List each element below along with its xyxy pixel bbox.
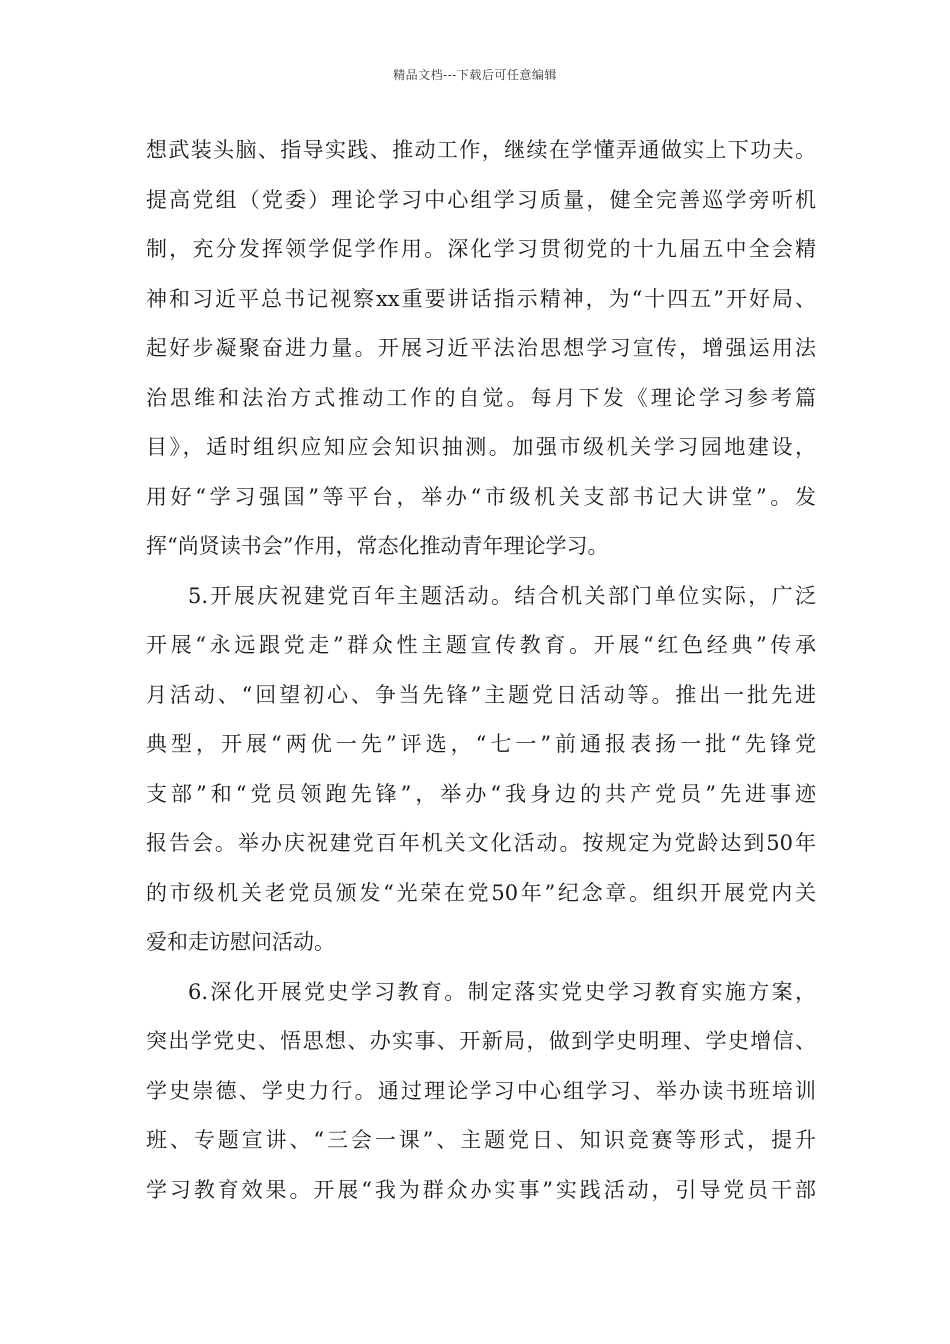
text-line: 突出学党史、悟思想、办实事、开新局，做到学史明理、学史增信、 <box>146 1029 816 1053</box>
text-line: 制，充分发挥领学促学作用。深化学习贯彻党的十九届五中全会精 <box>146 237 816 261</box>
text-line: 5.开展庆祝建党百年主题活动。结合机关部门单位实际，广泛 <box>188 583 816 608</box>
text-line: 开展“永远跟党走”群众性主题宣传教育。开展“红色经典”传承 <box>146 633 816 657</box>
text-line: 学史崇德、学史力行。通过理论学习中心组学习、举办读书班培训 <box>146 1078 816 1103</box>
paragraph-2 <box>146 572 816 968</box>
text-line: 起好步凝聚奋进力量。开展习近平法治思想学习宣传，增强运用法 <box>146 336 816 360</box>
text-line: 典型，开展“两优一先”评选，“七一”前通报表扬一批“先锋党 <box>146 732 816 756</box>
text-line: 用好“学习强国”等平台，举办“市级机关支部书记大讲堂”。发 <box>146 484 816 509</box>
text-line: 爱和走访慰问活动。 <box>146 930 335 954</box>
document-body <box>146 126 816 1215</box>
text-line: 6.深化开展党史学习教育。制定落实党史学习教育实施方案， <box>188 979 816 1004</box>
text-line: 支部”和“党员领跑先锋”，举办“我身边的共产党员”先进事迹 <box>146 781 816 806</box>
paragraph-1 <box>146 126 816 572</box>
text-line: 报告会。举办庆祝建党百年机关文化活动。按规定为党龄达到50年 <box>146 831 816 855</box>
text-line: 目》，适时组织应知应会知识抽测。加强市级机关学习园地建设， <box>146 435 816 459</box>
text-line: 学习教育效果。开展“我为群众办实事”实践活动，引导党员干部 <box>146 1177 816 1202</box>
text-line: 班、专题宣讲、“三会一课”、主题党日、知识竞赛等形式，提升 <box>146 1128 816 1152</box>
text-line: 神和习近平总书记视察xx重要讲话指示精神，为“十四五”开好局、 <box>146 286 816 311</box>
text-line: 的市级机关老党员颁发“光荣在党50年”纪念章。组织开展党内关 <box>146 880 816 905</box>
paragraph-3 <box>146 968 816 1216</box>
text-line: 月活动、“回望初心、争当先锋”主题党日活动等。推出一批先进 <box>146 682 816 707</box>
text-line: 想武装头脑、指导实践、推动工作，继续在学懂弄通做实上下功夫。 <box>146 138 816 162</box>
text-line: 治思维和法治方式推动工作的自觉。每月下发《理论学习参考篇 <box>146 385 816 410</box>
text-line: 提高党组（党委）理论学习中心组学习质量，健全完善巡学旁听机 <box>146 187 816 212</box>
text-line: 挥“尚贤读书会”作用，常态化推动青年理论学习。 <box>146 534 609 558</box>
page-header: 精品文档---下载后可任意编辑 <box>393 68 557 82</box>
